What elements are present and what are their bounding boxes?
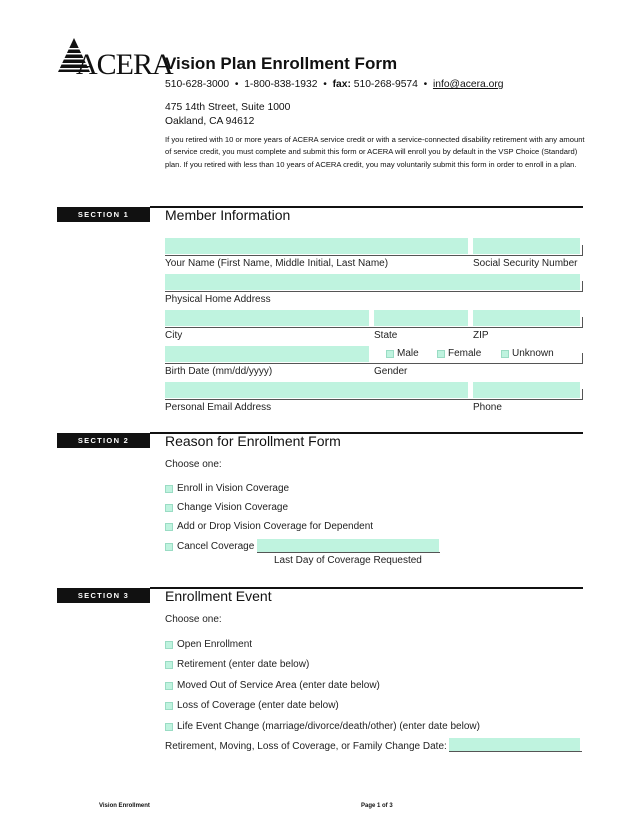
section-2-badge: SECTION 2 xyxy=(57,433,150,448)
row-tick xyxy=(582,281,583,291)
gender-female-label: Female xyxy=(448,348,482,359)
section-2-instruction: Choose one: xyxy=(165,459,222,470)
ssn-label: Social Security Number xyxy=(473,258,578,269)
zip-label: ZIP xyxy=(473,330,489,341)
event-date-underline xyxy=(449,751,582,752)
enroll-checkbox[interactable] xyxy=(165,485,173,493)
add-drop-label: Add or Drop Vision Coverage for Dependent xyxy=(177,521,374,532)
life-event-checkbox[interactable] xyxy=(165,723,173,731)
loss-of-coverage-checkbox[interactable] xyxy=(165,702,173,710)
email-field[interactable] xyxy=(165,382,468,398)
section-3-instruction: Choose one: xyxy=(165,614,222,625)
fax-number: 510-268-9574 xyxy=(353,79,418,90)
birth-date-label: Birth Date (mm/dd/yyyy) xyxy=(165,366,273,377)
section-3-badge: SECTION 3 xyxy=(57,588,150,603)
last-day-field[interactable] xyxy=(257,539,439,552)
life-event-label: Life Event Change (marriage/divorce/death/other) (enter date below) xyxy=(177,721,480,732)
moved-label: Moved Out of Service Area (enter date below) xyxy=(177,680,380,691)
gender-unknown-label: Unknown xyxy=(512,348,554,359)
gender-male-checkbox[interactable] xyxy=(386,350,394,358)
loss-of-coverage-label: Loss of Coverage (enter date below) xyxy=(177,700,339,711)
page-title: Vision Plan Enrollment Form xyxy=(165,54,398,73)
email-label: Personal Email Address xyxy=(165,402,272,413)
add-drop-checkbox[interactable] xyxy=(165,523,173,531)
event-date-field[interactable] xyxy=(449,738,580,751)
email-link[interactable]: info@acera.org xyxy=(432,79,504,90)
state-field[interactable] xyxy=(374,310,468,326)
row-underline xyxy=(165,327,583,328)
name-field[interactable] xyxy=(165,238,468,254)
fax-label: fax: xyxy=(332,79,351,90)
row-underline xyxy=(165,399,583,400)
acera-logo xyxy=(56,38,173,82)
cancel-checkbox[interactable] xyxy=(165,543,173,551)
last-day-underline xyxy=(257,552,440,553)
ssn-field[interactable] xyxy=(473,238,580,254)
footer-page-number: Page 1 of 3 xyxy=(361,803,393,809)
address-line-1: 475 14th Street, Suite 1000 xyxy=(165,102,291,113)
section-3-title: Enrollment Event xyxy=(165,588,272,604)
address-field[interactable] xyxy=(165,274,580,290)
phone-main: 510-628-3000 xyxy=(165,79,230,90)
moved-checkbox[interactable] xyxy=(165,682,173,690)
row-underline xyxy=(165,363,583,364)
city-label: City xyxy=(165,330,183,341)
event-date-label: Retirement, Moving, Loss of Coverage, or Family Change Date: xyxy=(165,741,447,752)
change-label: Change Vision Coverage xyxy=(177,502,289,513)
gender-unknown-checkbox[interactable] xyxy=(501,350,509,358)
separator: • xyxy=(234,79,239,90)
mailing-address xyxy=(165,101,290,129)
row-tick xyxy=(582,389,583,399)
last-day-label: Last Day of Coverage Requested xyxy=(274,555,422,566)
enroll-label: Enroll in Vision Coverage xyxy=(177,483,290,494)
intro-paragraph: If you retired with 10 or more years of ACERA service credit or with a service-connected disability retirement with any amount of service credit, you must complete and submit this form or ACERA will enroll you by default in the VSP Choice (Standard) plan. If you retired with less than 10 years of ACERA credit, you may voluntarily submit this form in order to enroll in a plan. xyxy=(165,135,585,169)
separator: • xyxy=(323,79,327,90)
change-checkbox[interactable] xyxy=(165,504,173,512)
name-label: Your Name (First Name, Middle Initial, Last Name) xyxy=(165,258,389,269)
row-tick xyxy=(582,353,583,363)
gender-female-checkbox[interactable] xyxy=(437,350,445,358)
open-enrollment-label: Open Enrollment xyxy=(177,639,253,650)
section-1-title: Member Information xyxy=(165,207,291,223)
row-underline xyxy=(165,291,583,292)
cancel-label: Cancel Coverage xyxy=(177,541,255,552)
row-underline xyxy=(165,255,583,256)
state-label: State xyxy=(374,330,398,341)
gender-male-label: Male xyxy=(397,348,419,359)
row-tick xyxy=(582,245,583,255)
logo-wordmark: ACERA xyxy=(76,48,173,81)
birth-date-field[interactable] xyxy=(165,346,369,362)
retirement-checkbox[interactable] xyxy=(165,661,173,669)
retirement-label: Retirement (enter date below) xyxy=(177,659,310,670)
gender-label: Gender xyxy=(374,366,408,377)
address-line-2: Oakland, CA 94612 xyxy=(165,116,255,127)
phone-field[interactable] xyxy=(473,382,580,398)
separator: • xyxy=(423,79,428,90)
phone-label: Phone xyxy=(473,402,502,413)
row-tick xyxy=(582,317,583,327)
section-1-badge: SECTION 1 xyxy=(57,207,150,222)
city-field[interactable] xyxy=(165,310,369,326)
phone-tollfree: 1-800-838-1932 xyxy=(244,79,318,90)
open-enrollment-checkbox[interactable] xyxy=(165,641,173,649)
footer-form-name: Vision Enrollment xyxy=(99,803,150,809)
address-label: Physical Home Address xyxy=(165,294,271,305)
contact-line xyxy=(165,79,504,90)
section-2-title: Reason for Enrollment Form xyxy=(165,433,341,449)
zip-field[interactable] xyxy=(473,310,580,326)
